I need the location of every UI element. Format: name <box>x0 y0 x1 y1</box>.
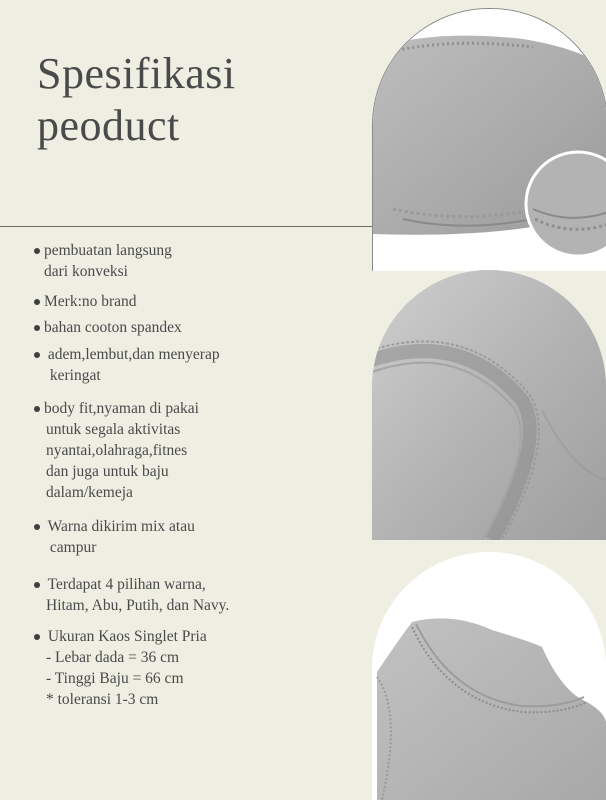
fabric-armhole-photo <box>372 270 606 540</box>
spec-line: Merk:no brand <box>44 293 137 310</box>
spec-item <box>34 317 182 338</box>
spec-item <box>34 291 137 312</box>
spec-line: Terdapat 4 pilihan warna, <box>44 576 206 593</box>
bullet-dot-icon <box>34 352 40 358</box>
bullet-dot-icon <box>34 524 40 530</box>
spec-line: Ukuran Kaos Singlet Pria <box>44 628 207 645</box>
spec-line: - Lebar dada = 36 cm <box>46 649 180 666</box>
bullet-dot-icon <box>34 582 40 588</box>
title-line-1: Spesifikasi <box>37 49 236 98</box>
bullet-dot-icon <box>34 325 40 331</box>
spec-line: nyantai,olahraga,fitnes <box>46 442 188 459</box>
spec-line: bahan cooton spandex <box>44 319 182 336</box>
spec-item <box>34 240 172 282</box>
singlet-front-photo <box>372 552 606 800</box>
spec-item <box>34 626 207 710</box>
spec-line: Hitam, Abu, Putih, dan Navy. <box>46 597 230 614</box>
title-line-2: peoduct <box>37 101 180 150</box>
spec-item <box>34 344 220 386</box>
bullet-dot-icon <box>34 634 40 640</box>
fabric-collar-photo <box>372 8 606 271</box>
bullet-dot-icon <box>34 299 40 305</box>
spec-item <box>34 398 199 503</box>
bullet-dot-icon <box>34 406 40 412</box>
spec-line: dan juga untuk baju <box>46 463 169 480</box>
spec-line: dari konveksi <box>44 263 128 280</box>
spec-line: * toleransi 1-3 cm <box>46 691 159 708</box>
spec-line: campur <box>46 539 97 556</box>
spec-line: untuk segala aktivitas <box>46 421 181 438</box>
section-divider <box>0 226 372 227</box>
spec-line: pembuatan langsung <box>44 242 172 259</box>
spec-line: Warna dikirim mix atau <box>44 518 195 535</box>
page-title <box>37 48 236 152</box>
spec-line: - Tinggi Baju = 66 cm <box>46 670 184 687</box>
spec-line: body fit,nyaman di pakai <box>44 400 199 417</box>
spec-line: dalam/kemeja <box>46 484 133 501</box>
spec-item <box>34 574 229 616</box>
bullet-dot-icon <box>34 248 40 254</box>
spec-item <box>34 516 195 558</box>
spec-line: keringat <box>46 367 101 384</box>
spec-line: adem,lembut,dan menyerap <box>44 346 220 363</box>
